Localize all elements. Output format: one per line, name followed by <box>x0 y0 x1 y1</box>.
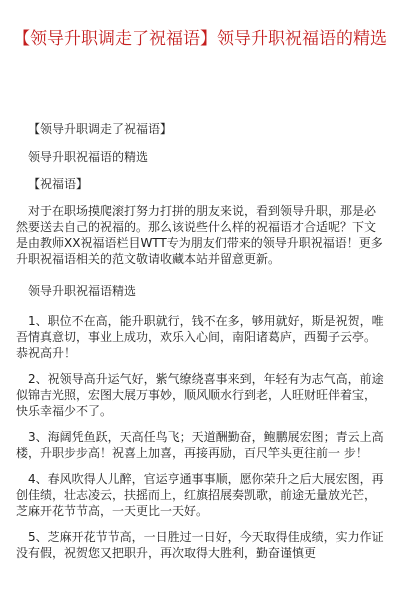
section-heading: 【祝福语】 <box>28 177 89 191</box>
article-body <box>16 121 386 561</box>
intro-paragraph: 对于在职场摸爬滚打努力打拼的朋友来说，看到领导升职，那是必然要送去自己的祝福的。那么该说些什么样的祝福语才合适呢？下文是由教师XX祝福语栏目WTT专为朋友们带来的领导升职祝福语！更多升职祝福语相关的范文敬请收藏本站并留意更新。 <box>16 204 383 266</box>
bracket-heading: 【领导升职调走了祝福语】 <box>28 122 173 136</box>
list-item: 2、祝领导高升运气好，紫气缭绕喜事来到，年轻有为志气高，前途似锦吉光照，宏图大展万事妙，顺风顺水行到老，人旺财旺伴着宝，快乐幸福少不了。 <box>16 372 384 418</box>
page-title: 【领导升职调走了祝福语】领导升职祝福语的精选 <box>13 29 387 49</box>
list-heading: 领导升职祝福语精选 <box>28 284 137 298</box>
list-item: 4、春风吹得人儿醉，官运亨通事事顺，愿你荣升之后大展宏图，再创佳绩，壮志凌云，扶摇而上，红旗招展奏凯歌，前途无量放光芒，芝麻开花节节高，一天更比一天好。 <box>16 472 384 518</box>
list-item: 5、芝麻开花节节高，一日胜过一日好，今天取得佳成绩，实力作证没有假，祝贺您又把职升，再次取得大胜利，勤奋谨慎更 <box>16 530 384 560</box>
article-subtitle: 领导升职祝福语的精选 <box>28 150 149 164</box>
list-item: 3、海阔凭鱼跃，天高任鸟飞；天道酬勤奋，鲍鹏展宏图；青云上高楼，升职步步高！祝喜上加喜，再接再励，百尺竿头更往前一 步！ <box>16 430 384 460</box>
list-item: 1、职位不在高，能升职就行，钱不在多，够用就好，斯是祝贺，唯吾情真意切，事业上成功，欢乐入心间，南阳诸葛庐，西蜀子云亭。恭祝高升！ <box>16 314 384 360</box>
